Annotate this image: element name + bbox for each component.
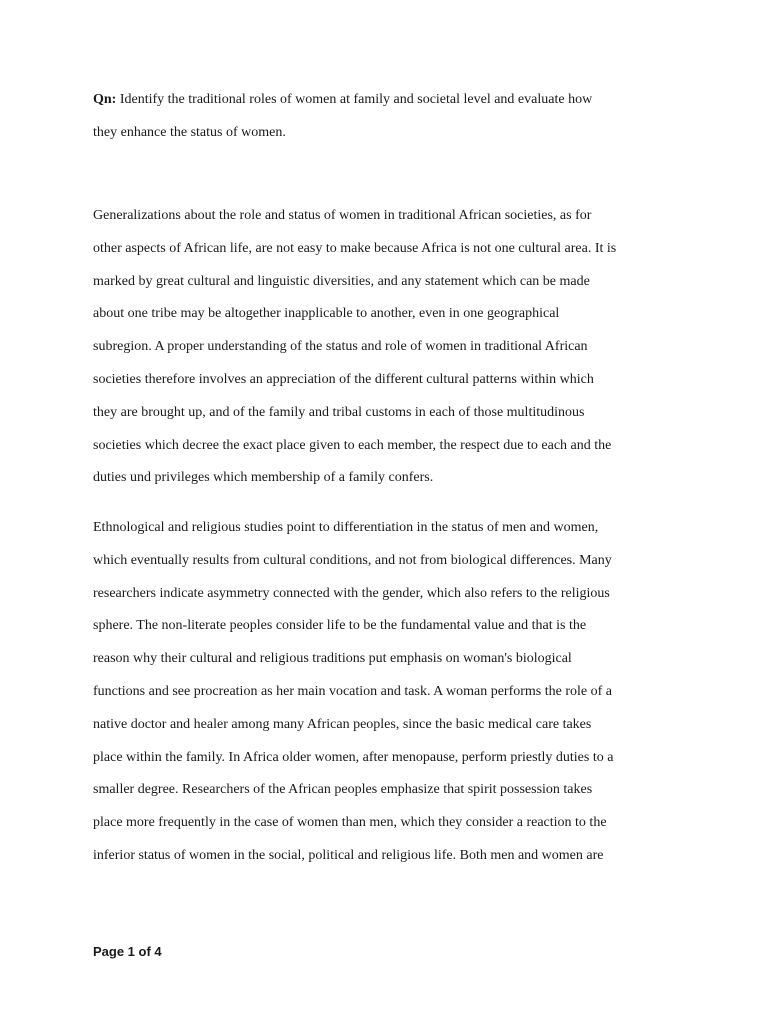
paragraph-line: sphere. The non-literate peoples consider life to be the fundamental value and that is the — [93, 618, 587, 634]
question-line — [93, 84, 683, 117]
question-text: Identify the traditional roles of women at family and societal level and evaluate how — [119, 92, 593, 107]
paragraph-line: functions and see procreation as her main vocation and task. A woman performs the role of a — [93, 683, 613, 699]
question-label: Qn: — [93, 92, 117, 107]
paragraph-line: societies which decree the exact place given to each member, the respect due to each and the — [93, 437, 612, 453]
paragraph-line: place more frequently in the case of women than men, which they consider a reaction to the — [93, 815, 607, 831]
question-line: they enhance the status of women. — [93, 124, 286, 140]
paragraph-line: subregion. A proper understanding of the status and role of women in traditional African — [93, 339, 588, 355]
paragraph-line: reason why their cultural and religious traditions put emphasis on woman's biological — [93, 651, 572, 667]
paragraph-line: societies therefore involves an appreciation of the different cultural patterns within which — [93, 371, 594, 387]
paragraph-line: place within the family. In Africa older women, after menopause, perform priestly duties to a — [93, 749, 614, 765]
paragraph-line: Ethnological and religious studies point to differentiation in the status of men and women, — [93, 520, 599, 535]
paragraph-line: smaller degree. Researchers of the African peoples emphasize that spirit possession takes — [93, 782, 593, 798]
paragraph-line: researchers indicate asymmetry connected with the gender, which also refers to the religious — [93, 585, 610, 601]
paragraph-1 — [93, 200, 683, 495]
paragraph-2 — [93, 512, 683, 873]
paragraph-line: Generalizations about the role and status of women in traditional African societies, as for — [93, 208, 592, 223]
paragraph-line: which eventually results from cultural conditions, and not from biological differences. Many — [93, 552, 612, 568]
paragraph-line: inferior status of women in the social, political and religious life. Both men and women are — [93, 847, 604, 863]
paragraph-line: native doctor and healer among many African peoples, since the basic medical care takes — [93, 716, 592, 732]
paragraph-line: duties und privileges which membership of a family confers. — [93, 470, 434, 486]
paragraph-line: marked by great cultural and linguistic diversities, and any statement which can be made — [93, 273, 590, 289]
paragraph-line: other aspects of African life, are not easy to make because Africa is not one cultural area. It is — [93, 240, 617, 256]
paragraph-line: they are brought up, and of the family and tribal customs in each of those multitudinous — [93, 404, 585, 420]
question-block — [93, 84, 683, 149]
paragraph-line: about one tribe may be altogether inapplicable to another, even in one geographical — [93, 306, 560, 322]
page-number-footer: Page 1 of 4 — [93, 944, 162, 959]
